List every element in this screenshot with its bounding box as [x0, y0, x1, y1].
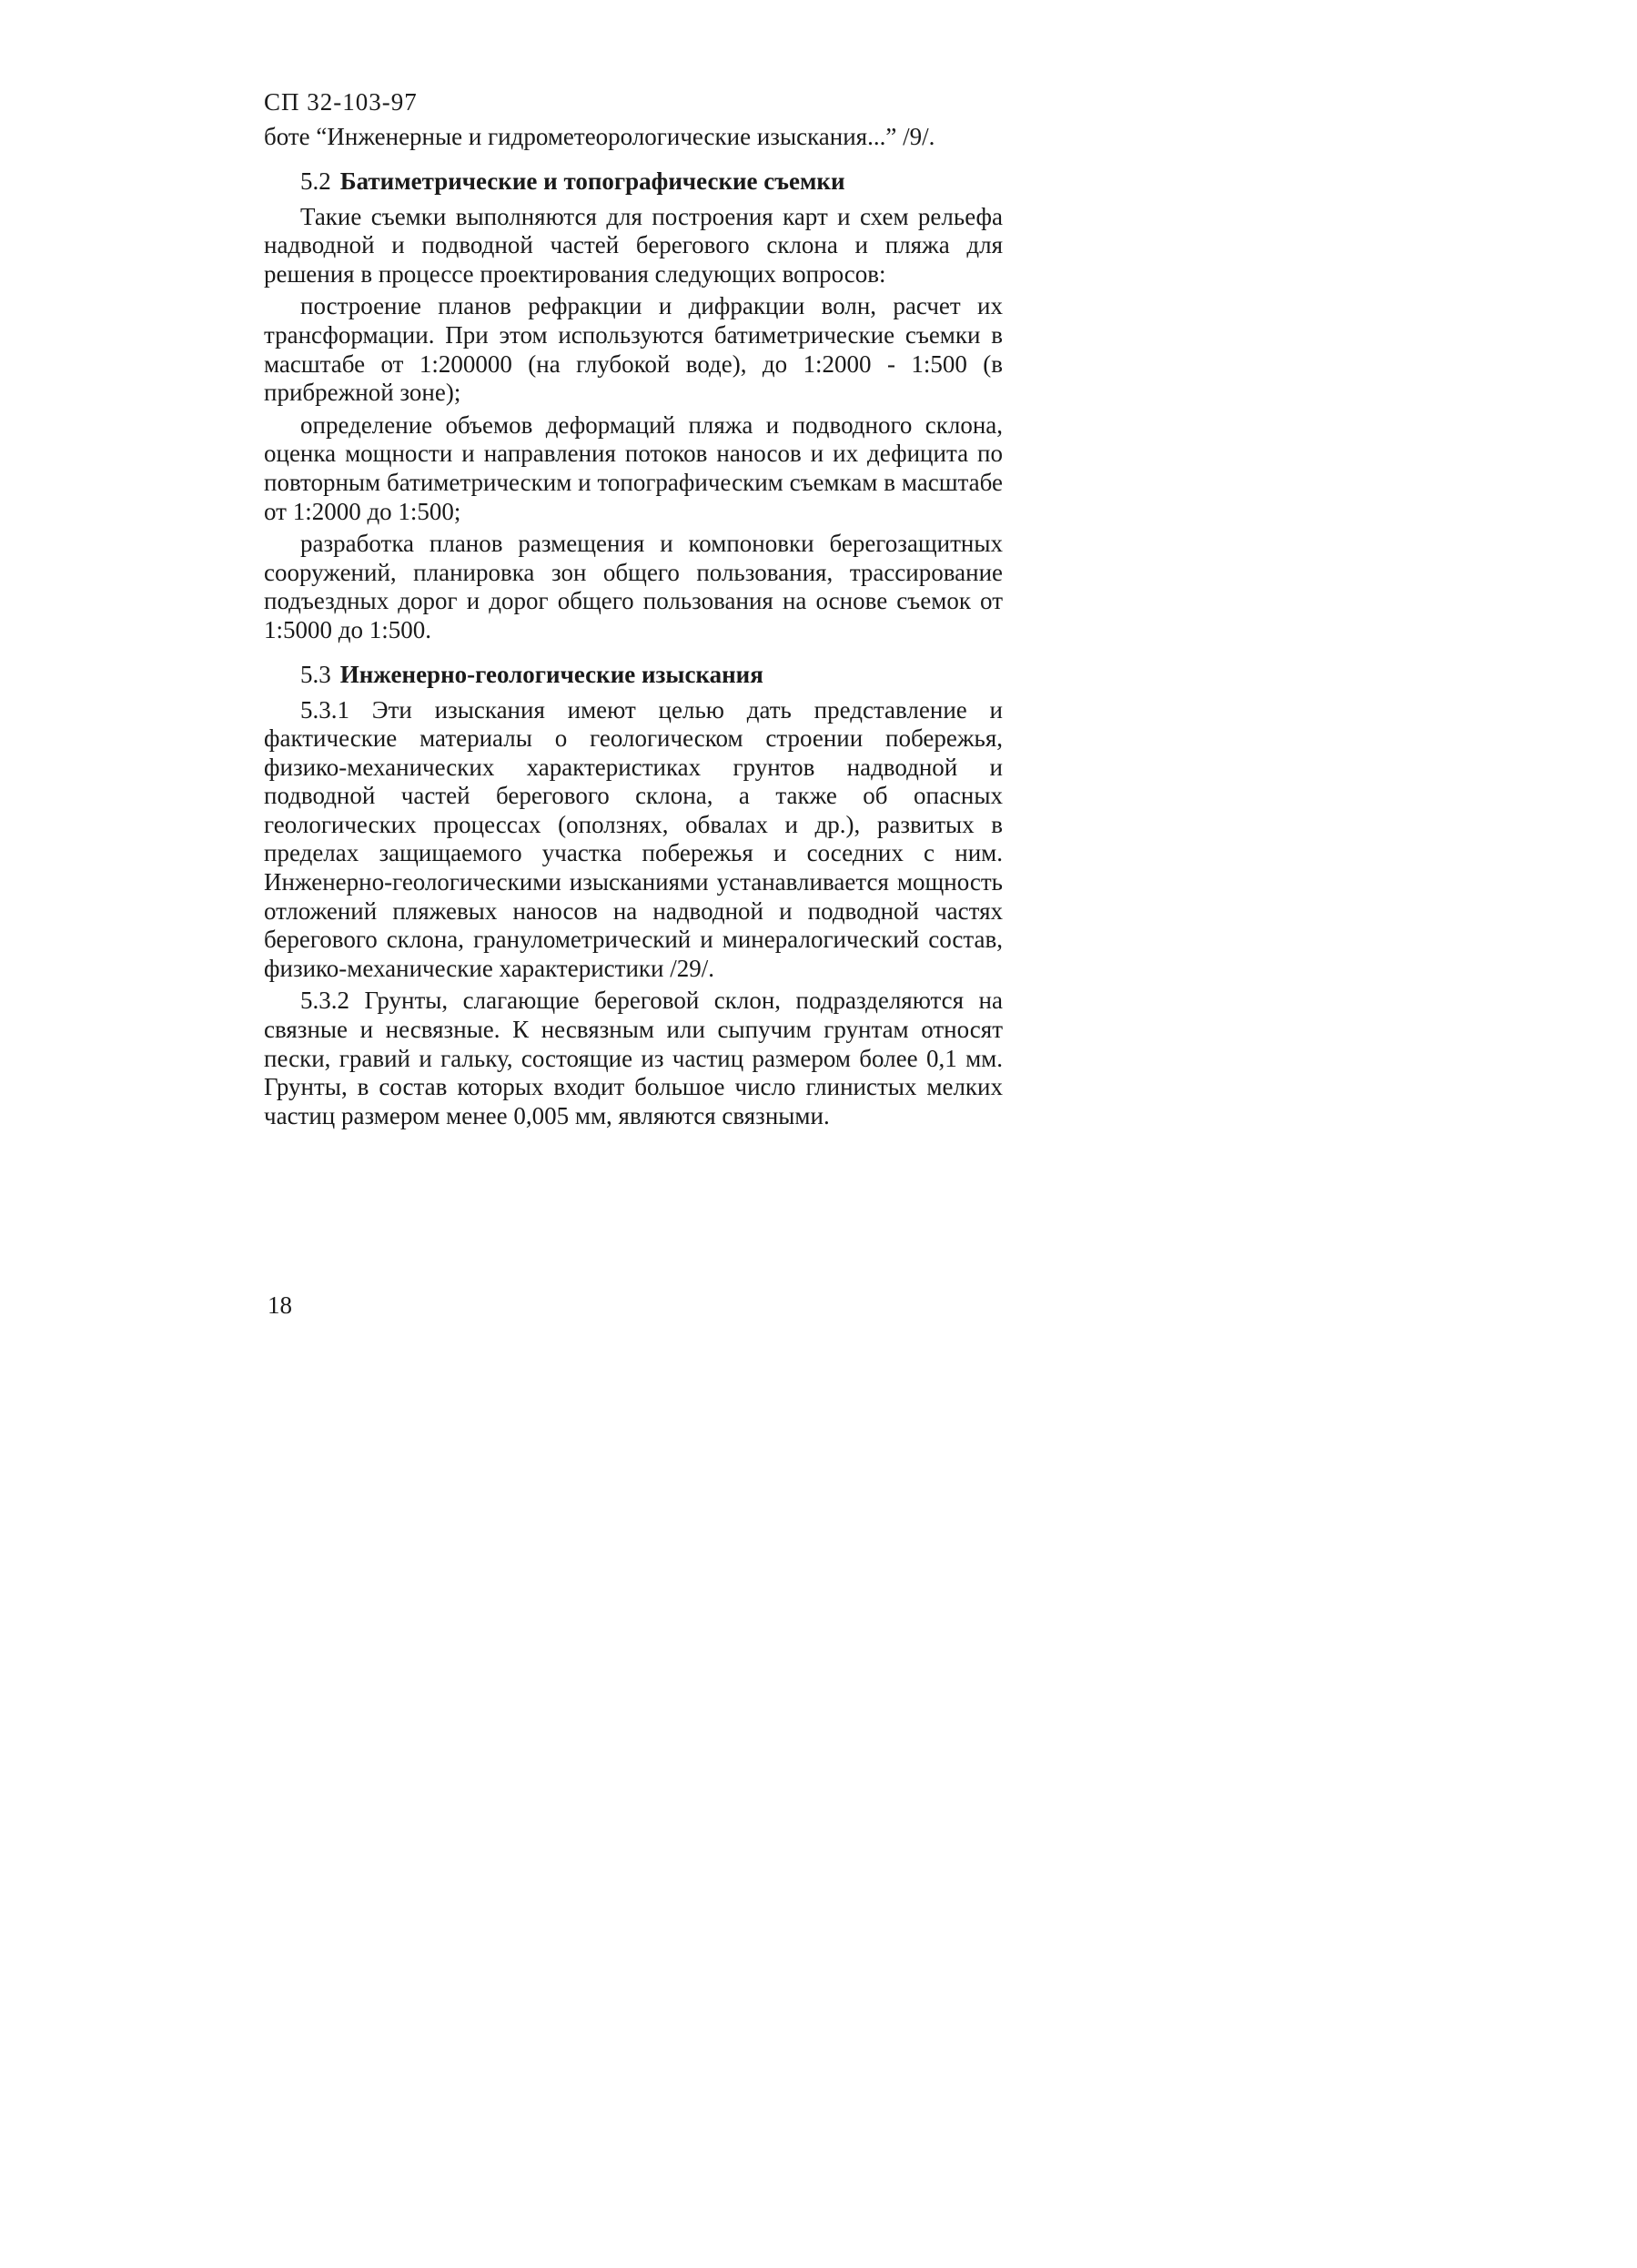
page-number: 18: [268, 1291, 292, 1319]
section-5-2-number: 5.2: [300, 167, 331, 195]
section-5-2-item-3: разработка планов размещения и компоновки берегозащитных сооружений, планировка зон общего пользования, трассирование подъездных дорог и дорог общего пользования на основе съемок от 1:5000 до 1:500.: [264, 530, 1003, 643]
section-5-2-lead: Такие съемки выполняются для построения карт и схем рельефа надводной и подводной частей берегового склона и пляжа для решения в процессе проектирования следующих вопросов:: [264, 202, 1003, 288]
section-5-2-title: Батиметрические и топографические съемки: [339, 167, 845, 195]
section-5-3-number: 5.3: [300, 660, 331, 688]
section-5-3-1-paragraph: 5.3.1 Эти изыскания имеют целью дать представление и фактические материалы о геологическом строении побережья, физико-механических характеристиках грунтов надводной и подводной частей берегового склона, а также об опасных геологических процессах (оползнях, обвалах и др.), развитых в пределах защищаемого участка побережья и соседних с ним. Инженерно-геологическими изысканиями устанавливается мощность отложений пляжевых наносов на надводной и подводной частях берегового склона, гранулометрический и минералогический состав, физико-механические характеристики /29/.: [264, 695, 1003, 982]
section-5-2-heading: [264, 167, 1003, 196]
document-code: СП 32-103-97: [264, 88, 418, 116]
section-5-3-heading: [264, 660, 1003, 689]
intro-continuation: боте “Инженерные и гидрометеорологические изыскания...” /9/.: [264, 123, 935, 150]
section-5-3-2-paragraph: 5.3.2 Грунты, слагающие береговой склон, подразделяются на связные и несвязные. К несвязным или сыпучим грунтам относят пески, гравий и гальку, состоящие из частиц размером более 0,1 мм. Грунты, в состав которых входит большое число глинистых мелких частиц размером менее 0,005 мм, являются связными.: [264, 987, 1003, 1129]
section-5-2-item-1: построение планов рефракции и дифракции волн, расчет их трансформации. При этом используются батиметрические съемки в масштабе от 1:200000 (на глубокой воде), до 1:2000 - 1:500 (в прибрежной зоне);: [264, 292, 1003, 407]
page-content: [264, 87, 1003, 1130]
document-page: [0, 0, 1040, 1441]
section-5-3-title: Инженерно-геологические изыскания: [339, 660, 763, 688]
section-5-2-item-2: определение объемов деформаций пляжа и подводного склона, оценка мощности и направления потоков наносов и их дефицита по повторным батиметрическим и топографическим съемкам в масштабе от 1:2000 до 1:500;: [264, 410, 1003, 525]
